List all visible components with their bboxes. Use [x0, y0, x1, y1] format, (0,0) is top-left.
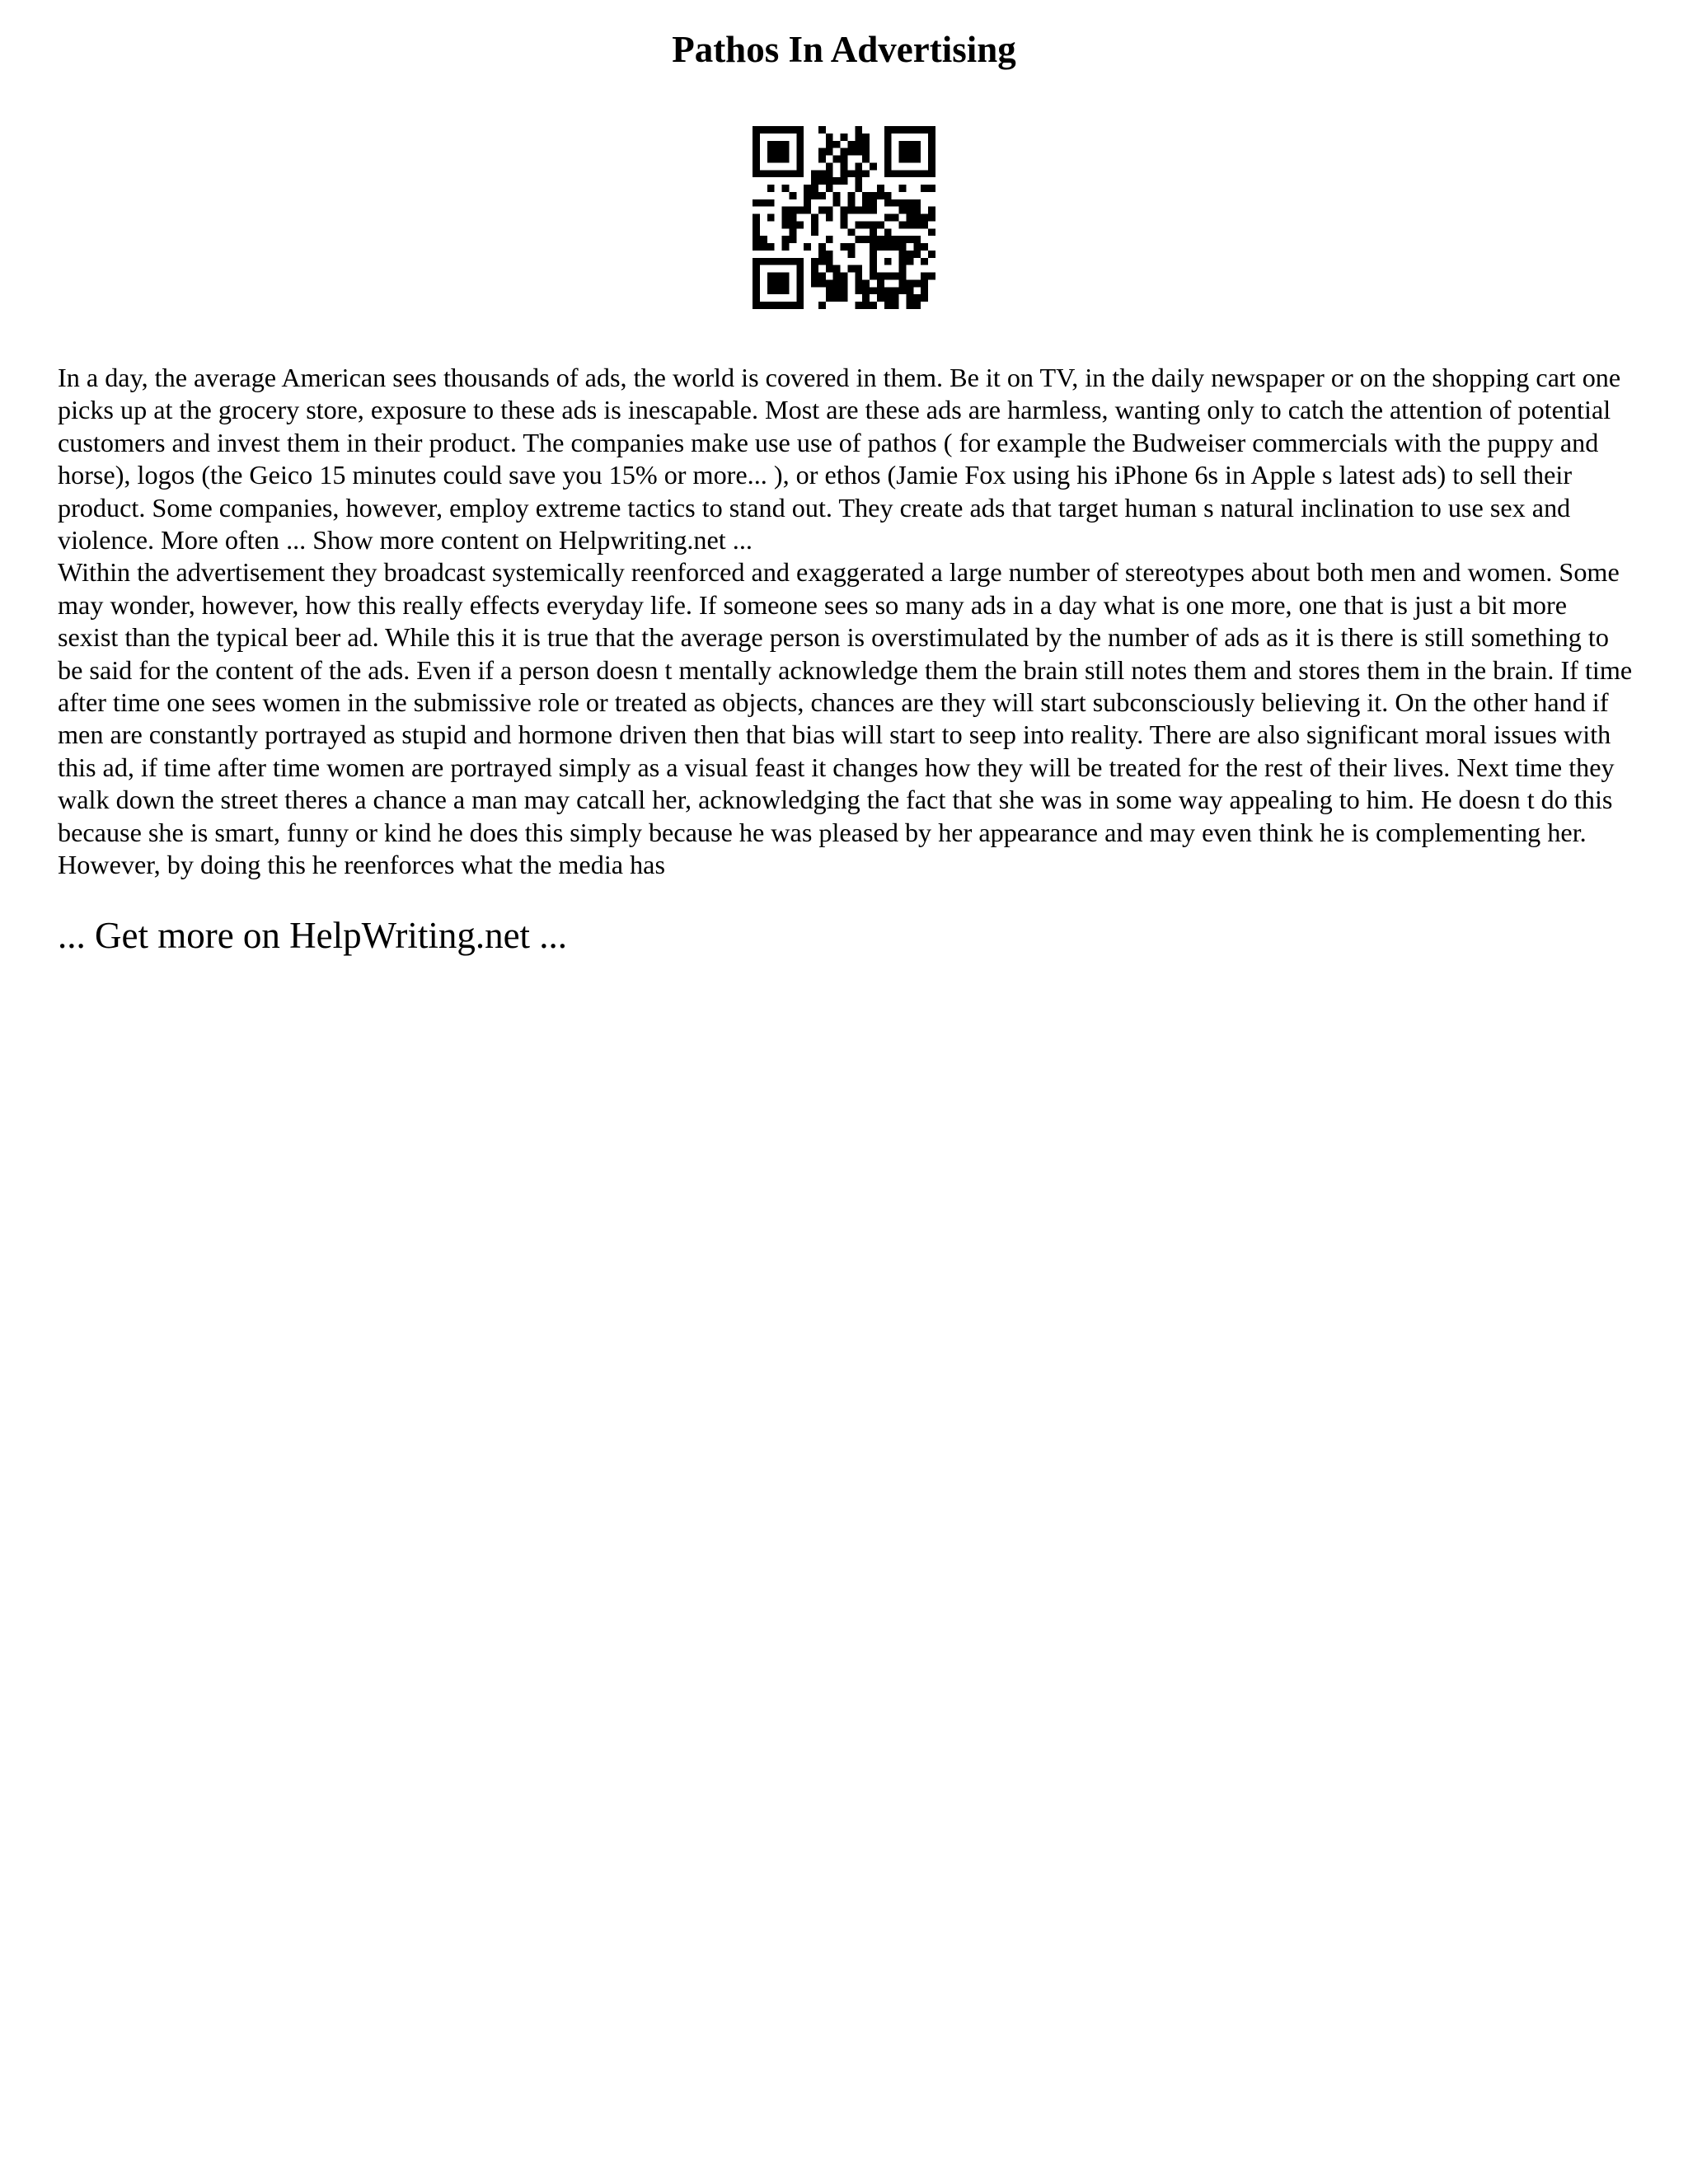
paragraph: In a day, the average American sees thousands of ads, the world is covered in them. Be it on TV, in the daily newspaper or on the shopping cart one picks up at the grocery store, exposure to these ads is inescapable. Most are these ads are harmless, wanting only to catch the attention of potential customers and invest them in their product. The companies make use use of pathos ( for example the Budweiser commercials with the puppy and horse), logos (the Geico 15 minutes could save you 15% or more... ), or ethos (Jamie Fox using his iPhone 6s in Apple s latest ads) to sell their product. Some companies, however, employ extreme tactics to stand out. They create ads that target human s natural inclination to use sex and violence. More often ... Show more content on Helpwriting.net ...	[58, 363, 1621, 555]
paragraph: Within the advertisement they broadcast systemically reenforced and exaggerated a large number of stereotypes about both men and women. Some may wonder, however, how this really effects everyday life. If someone sees so many ads in a day what is one more, one that is just a bit more sexist than the typical beer ad. While this it is true that the average person is overstimulated by the number of ads as it is there is still something to be said for the content of the ads. Even if a person doesn t mentally acknowledge them the brain still notes them and stores them in the brain. If time after time one sees women in the submissive role or treated as objects, chances are they will start subconsciously believing it. On the other hand if men are constantly portrayed as stupid and hormone driven then that bias will start to seep into reality. There are also significant moral issues with this ad, if time after time women are portrayed simply as a visual feast it changes how they will be treated for the rest of their lives. Next time they walk down the street theres a chance a man may catcall her, acknowledging the fact that she was in some way appealing to him. He doesn t do this because she is smart, funny or kind he does this simply because he was pleased by her appearance and may even think he is complementing her. However, by doing this he reenforces what the media has	[58, 557, 1633, 880]
page-title: Pathos In Advertising	[672, 29, 1016, 70]
article-body	[58, 362, 1634, 882]
qr-code-icon	[753, 126, 935, 309]
get-more-link[interactable]: ... Get more on HelpWriting.net ...	[58, 915, 568, 956]
